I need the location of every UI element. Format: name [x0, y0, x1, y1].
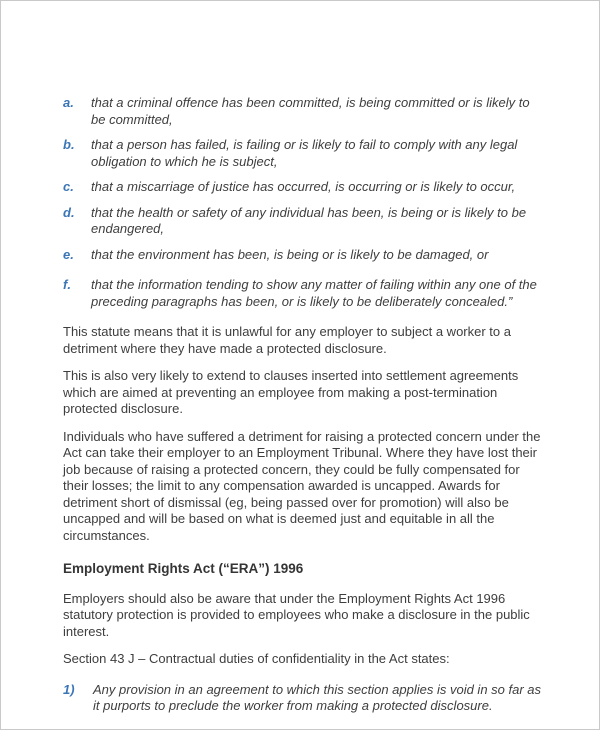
list-text-e: that the environment has been, is being or is likely to be damaged, or [91, 246, 489, 262]
numbered-item-text: Any provision in an agreement to which this section applies is void in so far as it purports to preclude the worker from making a protected disclosure. [93, 681, 542, 713]
list-marker-a: a. [63, 95, 74, 110]
list-marker-e: e. [63, 246, 74, 262]
paragraph-section-43j: Section 43 J – Contractual duties of confidentiality in the Act states: [63, 651, 450, 666]
list-text-b: that a person has failed, is failing or is likely to fail to comply with any legal obligation to which he is subject, [91, 137, 518, 169]
paragraph-settlement-agreements: This is also very likely to extend to clauses inserted into settlement agreements which are aimed at preventing an employee from making a post-termination protected disclosure. [63, 368, 519, 416]
numbered-item-1 [63, 682, 543, 715]
paragraph-statute-meaning: This statute means that it is unlawful for any employer to subject a worker to a detriment where they have made a protected disclosure. [63, 324, 511, 356]
numbered-item-marker: 1) [63, 681, 75, 697]
list-text-a: that a criminal offence has been committed, is being committed or is likely to be committed, [91, 95, 530, 127]
paragraph-employers-aware: Employers should also be aware that under the Employment Rights Act 1996 statutory protection is provided to employees who make a disclosure in the public interest. [63, 590, 530, 639]
list-text-f: that the information tending to show any matter of failing within any one of the preceding paragraphs has been, or is likely to be deliberately concealed.” [91, 277, 537, 309]
section-heading-era-1996: Employment Rights Act (“ERA”) 1996 [63, 561, 304, 576]
list-marker-b: b. [63, 137, 75, 152]
list-item-c [63, 179, 543, 196]
list-item-b [63, 137, 543, 170]
list-marker-d: d. [63, 204, 75, 220]
quoted-lettered-list [63, 95, 543, 310]
list-item-a [63, 95, 543, 128]
document-content [1, 1, 599, 715]
list-text-d: that the health or safety of any individual has been, is being or is likely to be endangered, [91, 204, 527, 236]
list-marker-f: f. [63, 277, 71, 292]
list-item-e [63, 247, 543, 264]
list-item-f [63, 277, 543, 310]
list-item-d [63, 205, 543, 238]
paragraph-detriment-tribunal: Individuals who have suffered a detriment for raising a protected concern under the Act can take their employer to an Employment Tribunal. Where they have lost their job because of raising a protected concern, they could be fully compensated for their losses; the limit to any compensation awarded is uncapped. Awards for detriment short of dismissal (eg, being passed over for promotion) will also be uncapped and will be based on what is deemed just and equitable in all the circumstances. [63, 428, 541, 543]
list-text-c: that a miscarriage of justice has occurred, is occurring or is likely to occur, [91, 179, 516, 194]
list-marker-c: c. [63, 179, 74, 194]
